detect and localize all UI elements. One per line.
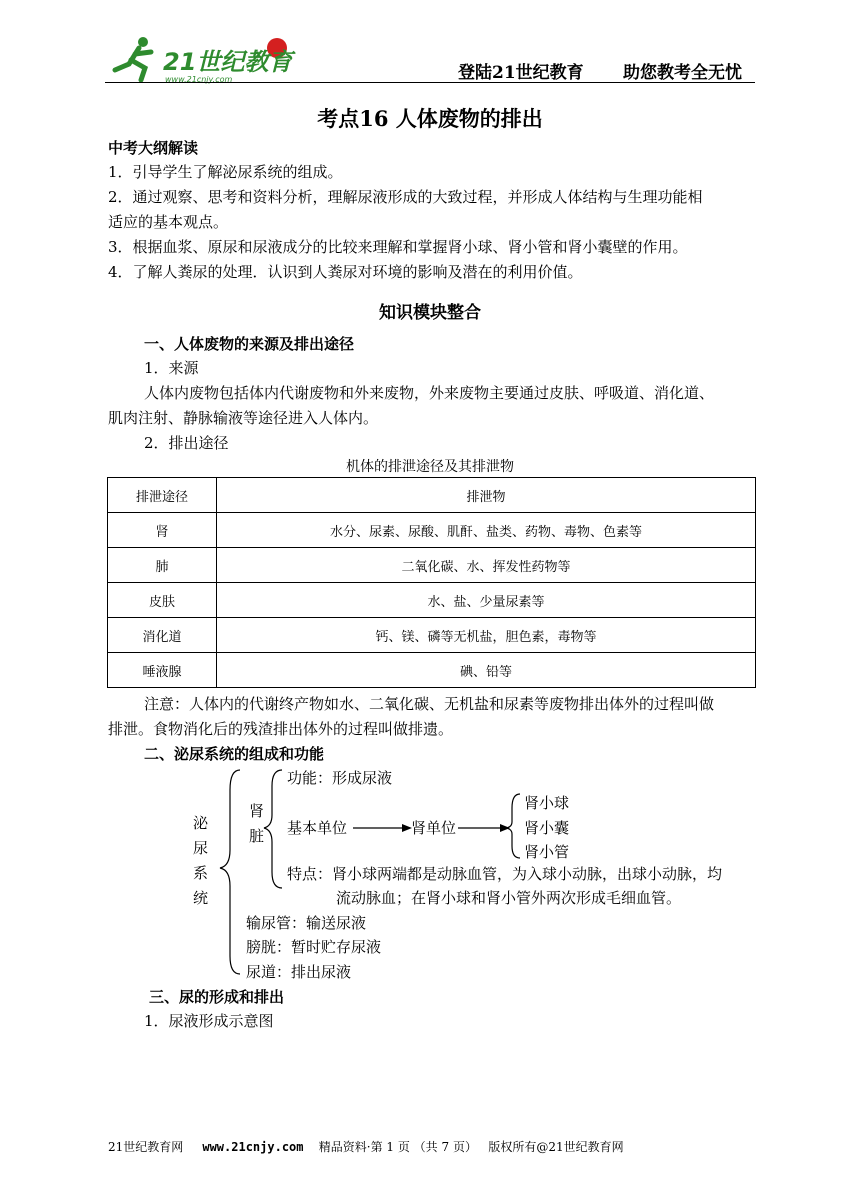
- table-cell: 水分、尿素、尿酸、肌酐、盐类、药物、毒物、色素等: [217, 513, 756, 548]
- outline-item: 4．了解人粪尿的处理．认识到人粪尿对环境的影响及潜在的利用价值。: [108, 263, 583, 281]
- header-slogan: 助您教考全无忧: [623, 63, 742, 83]
- table-cell: 消化道: [108, 618, 217, 653]
- table-cell: 唾液腺: [108, 653, 217, 688]
- logo-text: 21世纪教育: [163, 48, 293, 76]
- root-char: 统: [193, 889, 209, 907]
- table-header-cell: 排泄物: [217, 478, 756, 513]
- table-header-cell: 排泄途径: [108, 478, 217, 513]
- section3-sub1: 1．尿液形成示意图: [144, 1012, 274, 1030]
- note-text: 注意：人体内的代谢终产物如水、二氧化碳、无机盐和尿素等废物排出体外的过程叫做: [144, 695, 715, 713]
- outline-item: 适应的基本观点。: [108, 213, 229, 231]
- arrow-head-icon: [500, 824, 510, 832]
- table-cell: 肺: [108, 548, 217, 583]
- kidney-char: 肾: [249, 802, 265, 820]
- section1-sub1: 1．来源: [144, 359, 199, 377]
- kidney-feature: 特点：肾小球两端都是动脉血管，为入球小动脉，出球小动脉，均: [287, 865, 723, 883]
- outline-heading: 中考大纲解读: [108, 139, 199, 157]
- footer-pageinfo: 精品资料·第 1 页 （共 7 页）: [318, 1140, 477, 1154]
- outline-item: 1．引导学生了解泌尿系统的组成。: [108, 163, 343, 181]
- basic-unit: 基本单位: [287, 819, 348, 837]
- footer: [108, 1138, 624, 1155]
- footer-site: 21世纪教育网: [108, 1140, 184, 1154]
- outline-item: 2．通过观察、思考和资料分析，理解尿液形成的大致过程，并形成人体结构与生理功能相: [108, 188, 703, 206]
- section1-para: 肌肉注射、静脉输液等途径进入人体内。: [108, 409, 379, 427]
- root-char: 系: [193, 864, 209, 882]
- section1-para: 人体内废物包括体内代谢废物和外来废物，外来废物主要通过皮肤、呼吸道、消化道、: [144, 384, 715, 402]
- section3-heading: 三、尿的形成和排出: [149, 988, 285, 1006]
- nephron-part: 肾小球: [524, 794, 570, 812]
- footer-url[interactable]: www.21cnjy.com: [202, 1140, 304, 1154]
- kidney-char: 脏: [249, 827, 265, 845]
- kidney-function: 功能：形成尿液: [287, 769, 393, 787]
- table-cell: 皮肤: [108, 583, 217, 618]
- outline-item: 3．根据血浆、原尿和尿液成分的比较来理解和掌握肾小球、肾小管和肾小囊壁的作用。: [108, 238, 688, 256]
- root-char: 泌: [193, 814, 209, 832]
- nephron-brace: [506, 794, 520, 858]
- section1-sub2: 2．排出途径: [144, 434, 229, 452]
- bladder: 膀胱：暂时贮存尿液: [246, 938, 382, 956]
- table-caption: 机体的排泄途径及其排泄物: [346, 459, 514, 475]
- nephron: 肾单位: [411, 819, 457, 837]
- kidney-feature: 流动脉血；在肾小球和肾小管外两次形成毛细血管。: [336, 889, 682, 907]
- page-title: 考点16 人体废物的排出: [317, 106, 543, 131]
- nephron-part: 肾小囊: [524, 819, 570, 837]
- note-text: 排泄。食物消化后的残渣排出体外的过程叫做排遗。: [108, 720, 454, 738]
- table-cell: 碘、铅等: [217, 653, 756, 688]
- section1-heading: 一、人体废物的来源及排出途径: [144, 335, 355, 353]
- urethra: 尿道：排出尿液: [246, 963, 352, 981]
- nephron-part: 肾小管: [524, 843, 570, 861]
- module-title: 知识模块整合: [379, 303, 481, 323]
- ureter: 输尿管：输送尿液: [246, 914, 367, 932]
- logo-url: www.21cnjy.com: [165, 75, 233, 84]
- kidney-brace: [264, 770, 282, 888]
- table-cell: 水、盐、少量尿素等: [217, 583, 756, 618]
- main-brace: [220, 770, 240, 974]
- table-cell: 钙、镁、磷等无机盐，胆色素，毒物等: [217, 618, 756, 653]
- table-cell: 二氧化碳、水、挥发性药物等: [217, 548, 756, 583]
- footer-copyright: 版权所有@21世纪教育网: [488, 1140, 624, 1154]
- table-cell: 肾: [108, 513, 217, 548]
- root-char: 尿: [193, 839, 209, 857]
- section2-heading: 二、泌尿系统的组成和功能: [144, 745, 325, 763]
- header-login[interactable]: 登陆21世纪教育: [458, 63, 584, 83]
